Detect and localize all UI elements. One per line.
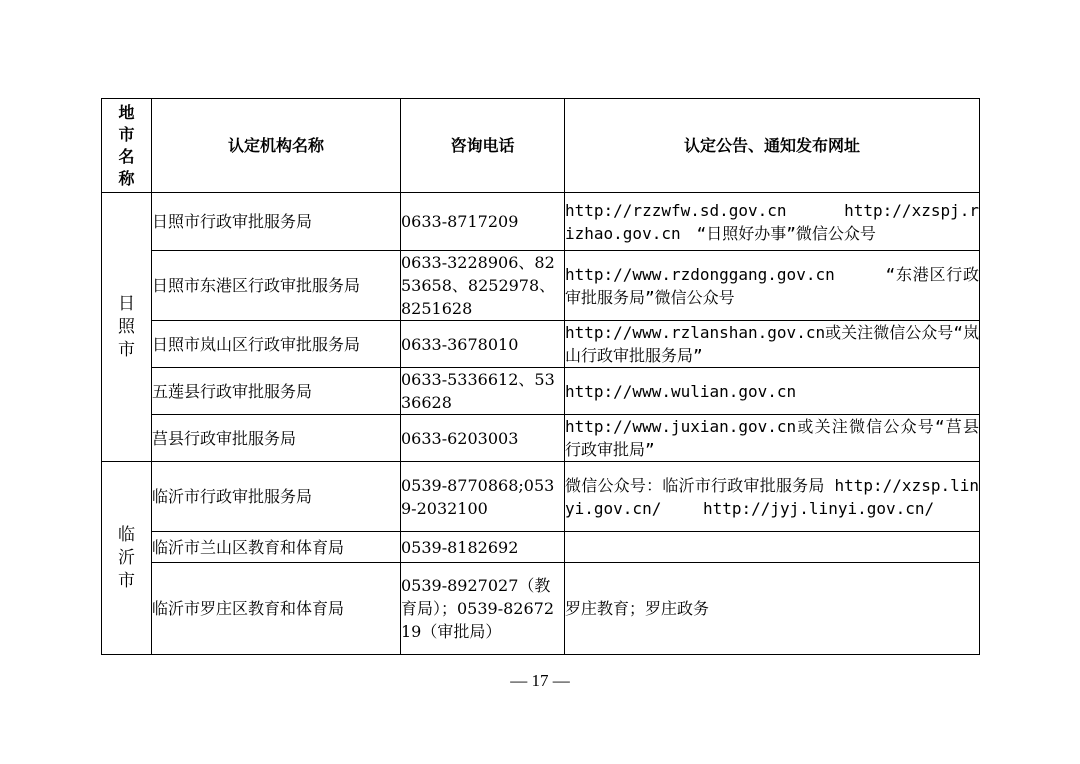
- table-header-row: [102, 99, 980, 193]
- page-number: — 17 —: [510, 671, 570, 690]
- header-phone: 咨询电话: [401, 99, 565, 193]
- url-cell: http://www.rzlanshan.gov.cn或关注微信公众号“岚山行政审批服务局”: [565, 321, 980, 368]
- url-cell: http://www.juxian.gov.cn或关注微信公众号“莒县行政审批局”: [565, 415, 980, 462]
- phone-cell: 0539-8182692: [401, 532, 565, 563]
- phone-cell: 0633-6203003: [401, 415, 565, 462]
- url-cell: 罗庄教育；罗庄政务: [565, 563, 980, 655]
- org-cell: 临沂市行政审批服务局: [152, 462, 401, 532]
- phone-cell: 0633-5336612、5336628: [401, 368, 565, 415]
- url-cell: http://rzzwfw.sd.gov.cn http://xzspj.rizhao.gov.cn “日照好办事”微信公众号: [565, 193, 980, 251]
- table-row: [102, 321, 980, 368]
- city-cell-linyi: 临沂市: [102, 462, 152, 655]
- table-row: [102, 532, 980, 563]
- certification-agency-table: [101, 98, 980, 655]
- header-org: 认定机构名称: [152, 99, 401, 193]
- org-cell: 临沂市罗庄区教育和体育局: [152, 563, 401, 655]
- header-city: 地市名称: [102, 99, 152, 193]
- url-cell: http://www.rzdonggang.gov.cn “东港区行政审批服务局”微信公众号: [565, 251, 980, 321]
- table-row: [102, 462, 980, 532]
- city-cell-rizhao: 日照市: [102, 193, 152, 462]
- table-row: [102, 415, 980, 462]
- table-row: [102, 193, 980, 251]
- phone-cell: 0539-8770868;0539-2032100: [401, 462, 565, 532]
- table-row: [102, 368, 980, 415]
- url-cell: [565, 532, 980, 563]
- table-row: [102, 251, 980, 321]
- phone-cell: 0633-3228906、8253658、8252978、8251628: [401, 251, 565, 321]
- org-cell: 临沂市兰山区教育和体育局: [152, 532, 401, 563]
- phone-cell: 0633-3678010: [401, 321, 565, 368]
- org-cell: 日照市岚山区行政审批服务局: [152, 321, 401, 368]
- org-cell: 日照市行政审批服务局: [152, 193, 401, 251]
- header-url: 认定公告、通知发布网址: [565, 99, 980, 193]
- org-cell: 日照市东港区行政审批服务局: [152, 251, 401, 321]
- phone-cell: 0633-8717209: [401, 193, 565, 251]
- org-cell: 五莲县行政审批服务局: [152, 368, 401, 415]
- url-cell: http://www.wulian.gov.cn: [565, 368, 980, 415]
- phone-cell: 0539-8927027（教育局）；0539-8267219（审批局）: [401, 563, 565, 655]
- table-row: [102, 563, 980, 655]
- url-cell: 微信公众号：临沂市行政审批服务局 http://xzsp.linyi.gov.cn/ http://jyj.linyi.gov.cn/: [565, 462, 980, 532]
- org-cell: 莒县行政审批服务局: [152, 415, 401, 462]
